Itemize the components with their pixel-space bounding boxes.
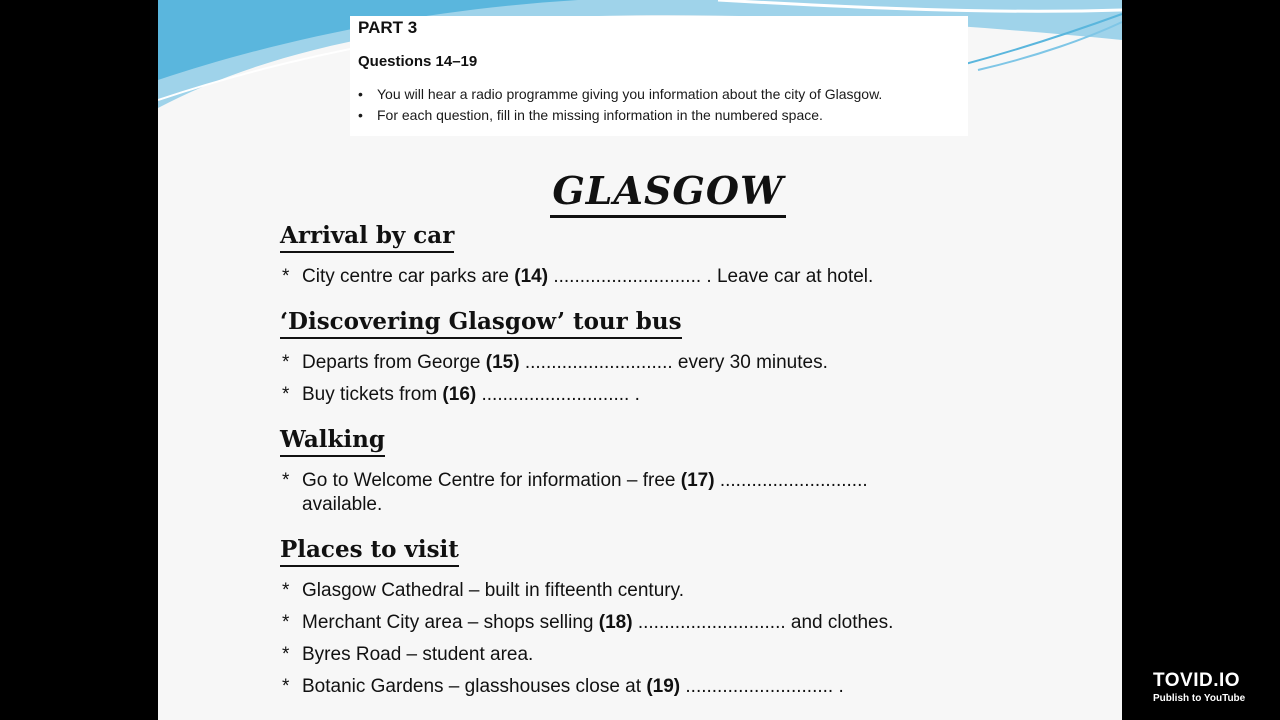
bullet-icon: •: [358, 86, 363, 102]
list-item: * Byres Road – student area.: [282, 644, 534, 665]
asterisk-icon: *: [282, 644, 290, 665]
asterisk-icon: *: [282, 352, 290, 373]
asterisk-icon: *: [282, 470, 290, 491]
asterisk-icon: *: [282, 266, 290, 287]
list-item: * Buy tickets from (16) ............................ .: [282, 384, 640, 405]
asterisk-icon: *: [282, 676, 290, 697]
document-page: [158, 0, 1122, 720]
questions-label: Questions 14–19: [358, 53, 478, 70]
list-item: * Go to Welcome Centre for information – free (17) ............................ available.: [282, 470, 868, 515]
instruction-1: • You will hear a radio programme giving you information about the city of Glasgow.: [358, 86, 883, 102]
watermark-logo: TOVID.IO: [1153, 670, 1241, 691]
instruction-2: • For each question, fill in the missing information in the numbered space.: [358, 107, 823, 123]
watermark: [1153, 670, 1245, 704]
section-heading-arrival: Arrival by car: [280, 222, 454, 253]
asterisk-icon: *: [282, 384, 290, 405]
watermark-subtitle: Publish to YouTube: [1153, 693, 1246, 704]
section-heading-places: Places to visit: [280, 536, 459, 567]
list-item: * City centre car parks are (14) ............................ . Leave car at hotel.: [282, 266, 874, 287]
asterisk-icon: *: [282, 612, 290, 633]
part-label: PART 3: [358, 18, 418, 37]
section-heading-walking: Walking: [280, 426, 385, 457]
document-title: GLASGOW: [158, 168, 1122, 213]
bullet-icon: •: [358, 107, 363, 123]
list-item: * Departs from George (15) ............................ every 30 minutes.: [282, 352, 828, 373]
list-item: * Botanic Gardens – glasshouses close at (19) ............................ .: [282, 676, 844, 697]
section-heading-tour-bus: ‘Discovering Glasgow’ tour bus: [280, 308, 682, 339]
list-item: * Glasgow Cathedral – built in fifteenth century.: [282, 580, 684, 601]
asterisk-icon: *: [282, 580, 290, 601]
list-item: * Merchant City area – shops selling (18) ............................ and clothes.: [282, 612, 894, 633]
